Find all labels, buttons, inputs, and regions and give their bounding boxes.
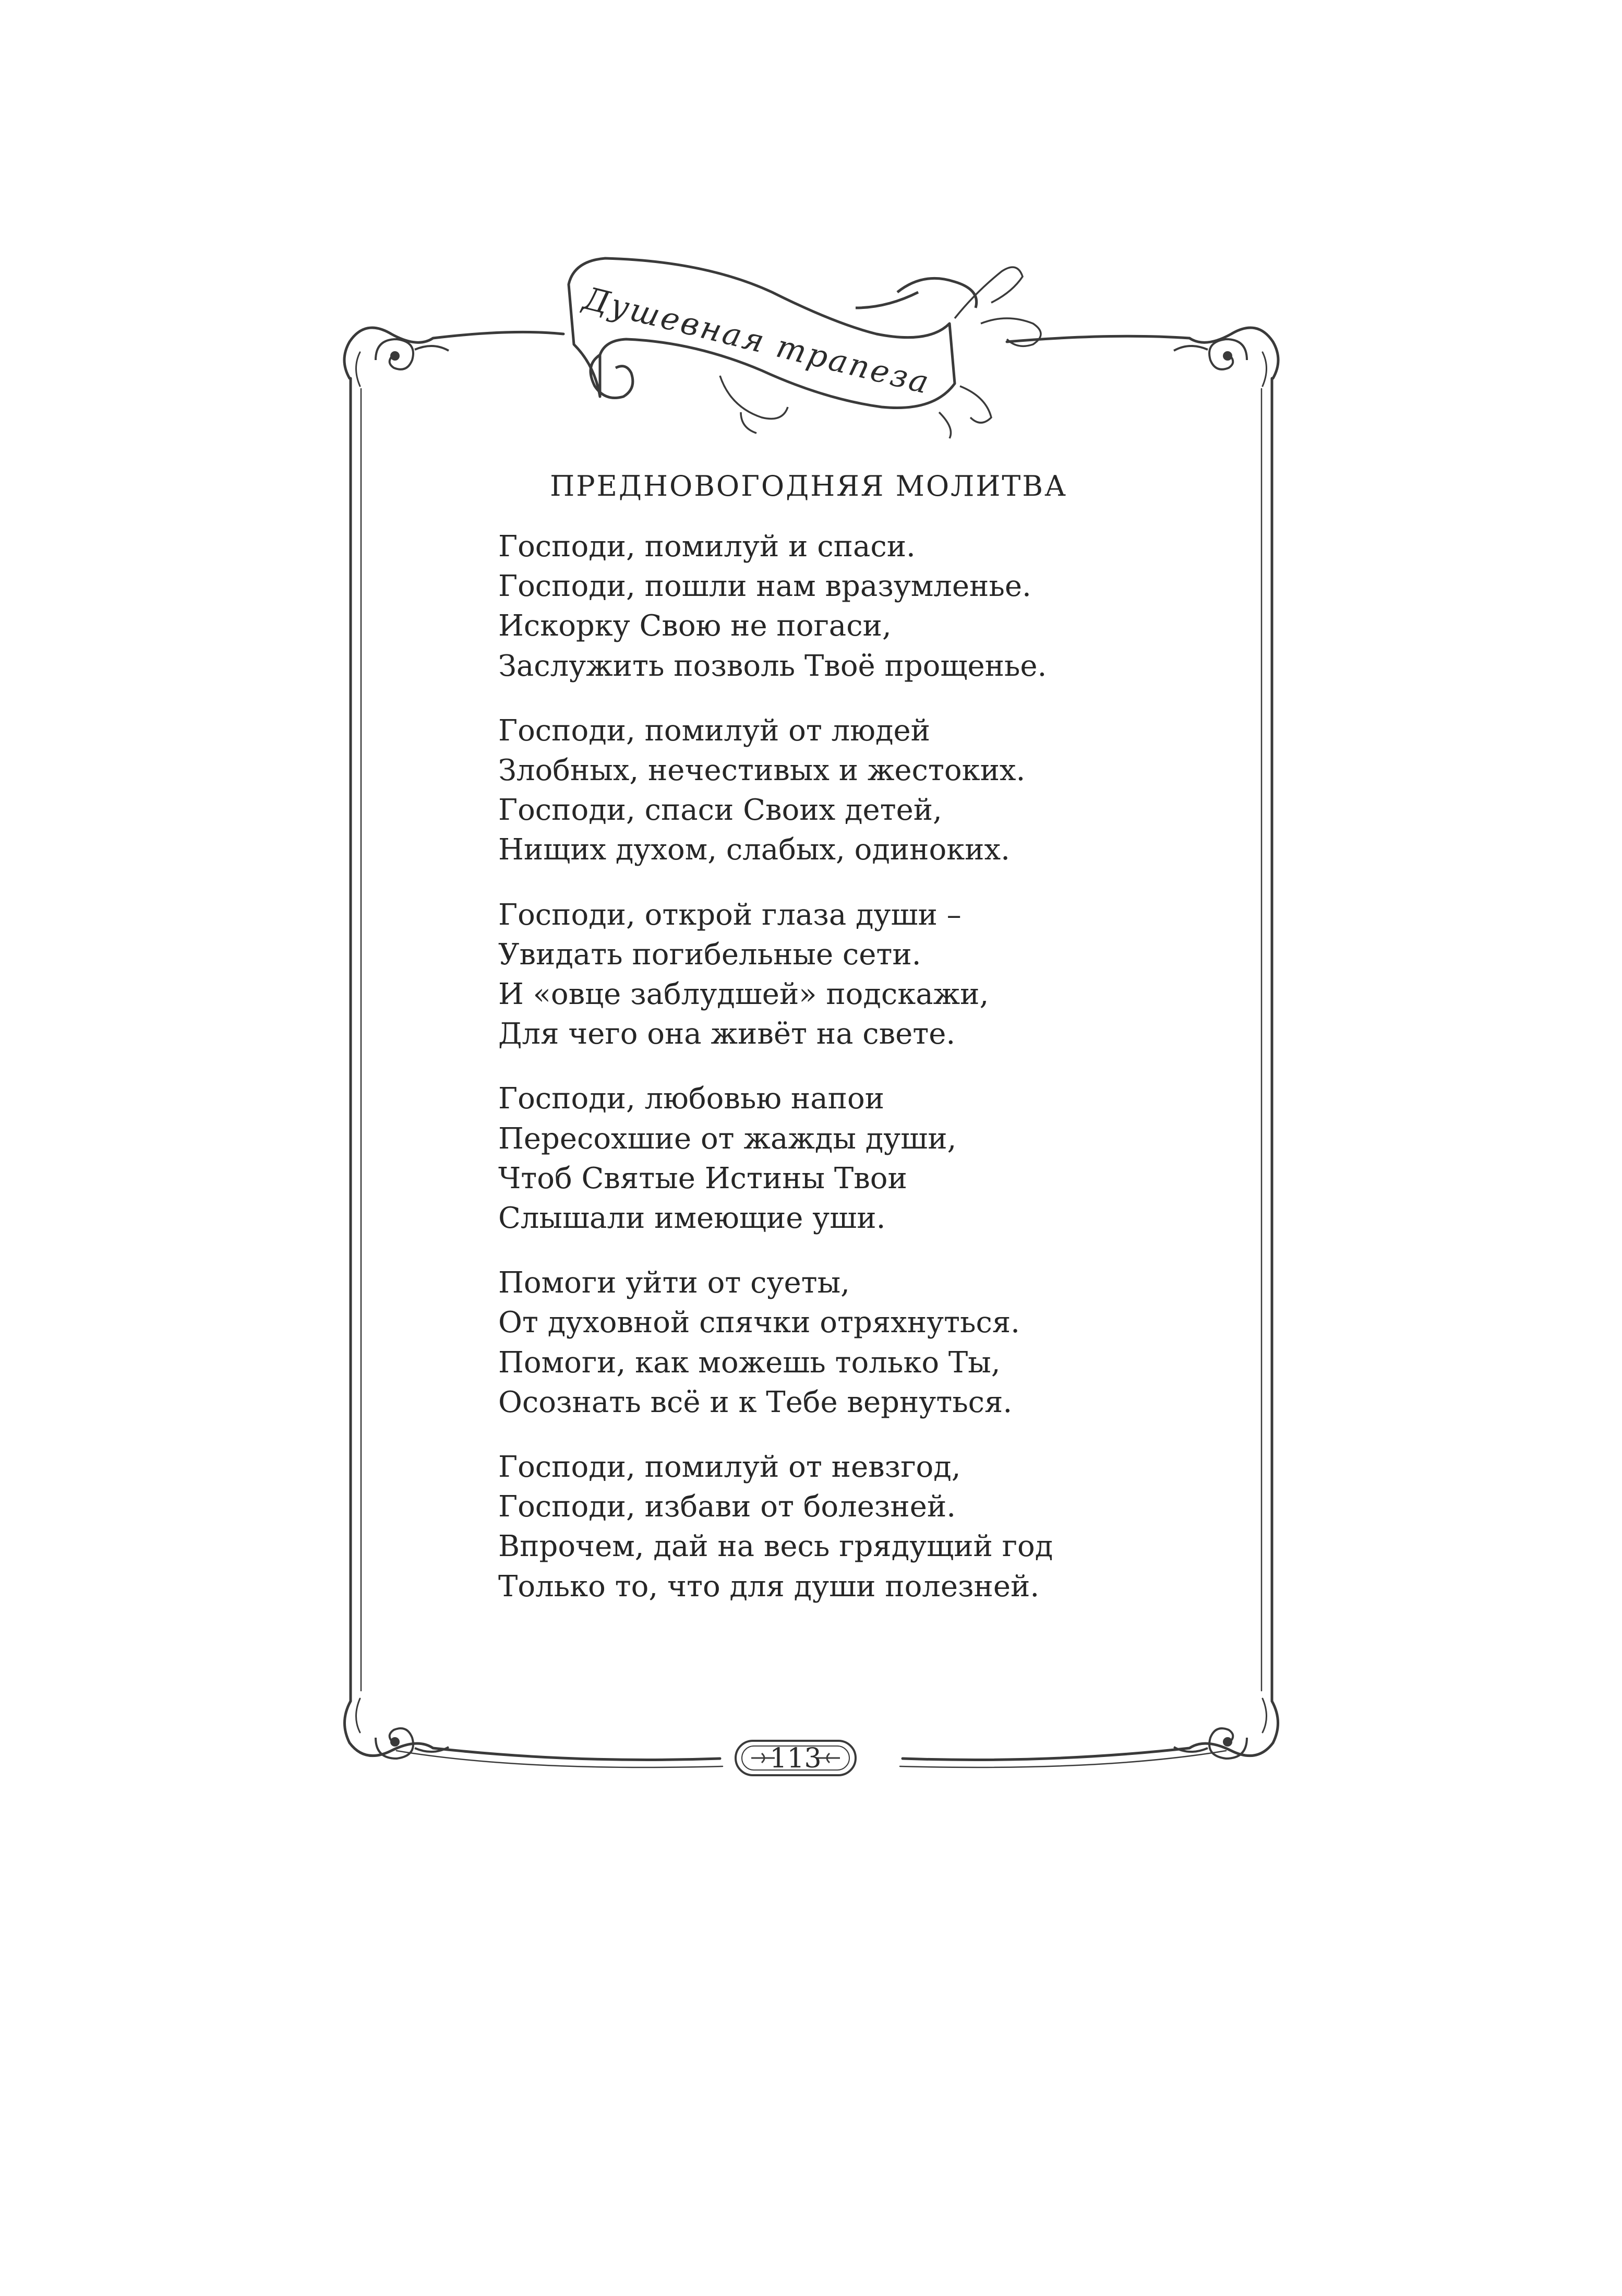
poem-line: Нищих духом, слабых, одиноких. bbox=[498, 833, 1010, 867]
stanza bbox=[498, 527, 1229, 686]
poem-line: Осознать всё и к Тебе вернуться. bbox=[498, 1385, 1013, 1419]
poem-line: Господи, открой глаза души – bbox=[498, 898, 962, 932]
poem-line: Заслужить позволь Твоё прощенье. bbox=[498, 649, 1047, 683]
poem-line: Слышали имеющие уши. bbox=[498, 1201, 886, 1236]
poem-line: Впрочем, дай на весь грядущий год bbox=[498, 1529, 1053, 1564]
poem-line: Только то, что для души полезней. bbox=[498, 1569, 1040, 1604]
corner-swirl-top-left bbox=[376, 339, 449, 369]
poem-line: Господи, любовью напои bbox=[498, 1082, 885, 1116]
stanza bbox=[498, 1448, 1229, 1607]
poem-line: Господи, спаси Своих детей, bbox=[498, 793, 942, 828]
stanza bbox=[498, 895, 1229, 1055]
corner-swirl-top-right bbox=[1174, 339, 1247, 369]
poem-line: Помоги уйти от суеты, bbox=[498, 1266, 850, 1300]
poem-line: Господи, избави от болезней. bbox=[498, 1490, 956, 1524]
poem-line: Господи, помилуй и спаси. bbox=[498, 530, 916, 564]
poem-line: Злобных, нечестивых и жестоких. bbox=[498, 754, 1026, 788]
poem-line: Господи, пошли нам вразумленье. bbox=[498, 569, 1031, 604]
banner-text: Душевная трапеза bbox=[580, 280, 934, 402]
poem-line: От духовной спячки отряхнуться. bbox=[498, 1306, 1020, 1340]
poem-line: Пересохшие от жажды души, bbox=[498, 1121, 957, 1156]
poem-body bbox=[498, 527, 1229, 1632]
stanza bbox=[498, 711, 1229, 870]
poem-line: Господи, помилуй от невзгод, bbox=[498, 1450, 961, 1485]
poem-title: ПРЕДНОВОГОДНЯЯ МОЛИТВА bbox=[550, 470, 1067, 503]
page-number: 113 bbox=[770, 1743, 822, 1774]
poem-line: Увидать погибельные сети. bbox=[498, 937, 921, 972]
stanza bbox=[498, 1079, 1229, 1238]
poem-line: Помоги, как можешь только Ты, bbox=[498, 1345, 1001, 1380]
poem-line: И «овце заблудшей» подскажи, bbox=[498, 977, 989, 1012]
poem-line: Чтоб Святые Истины Твои bbox=[498, 1161, 907, 1195]
poem-line: Для чего она живёт на свете. bbox=[498, 1017, 956, 1051]
stanza bbox=[498, 1263, 1229, 1422]
poem-line: Искорку Свою не погаси, bbox=[498, 609, 892, 643]
poem-line: Господи, помилуй от людей bbox=[498, 713, 930, 748]
